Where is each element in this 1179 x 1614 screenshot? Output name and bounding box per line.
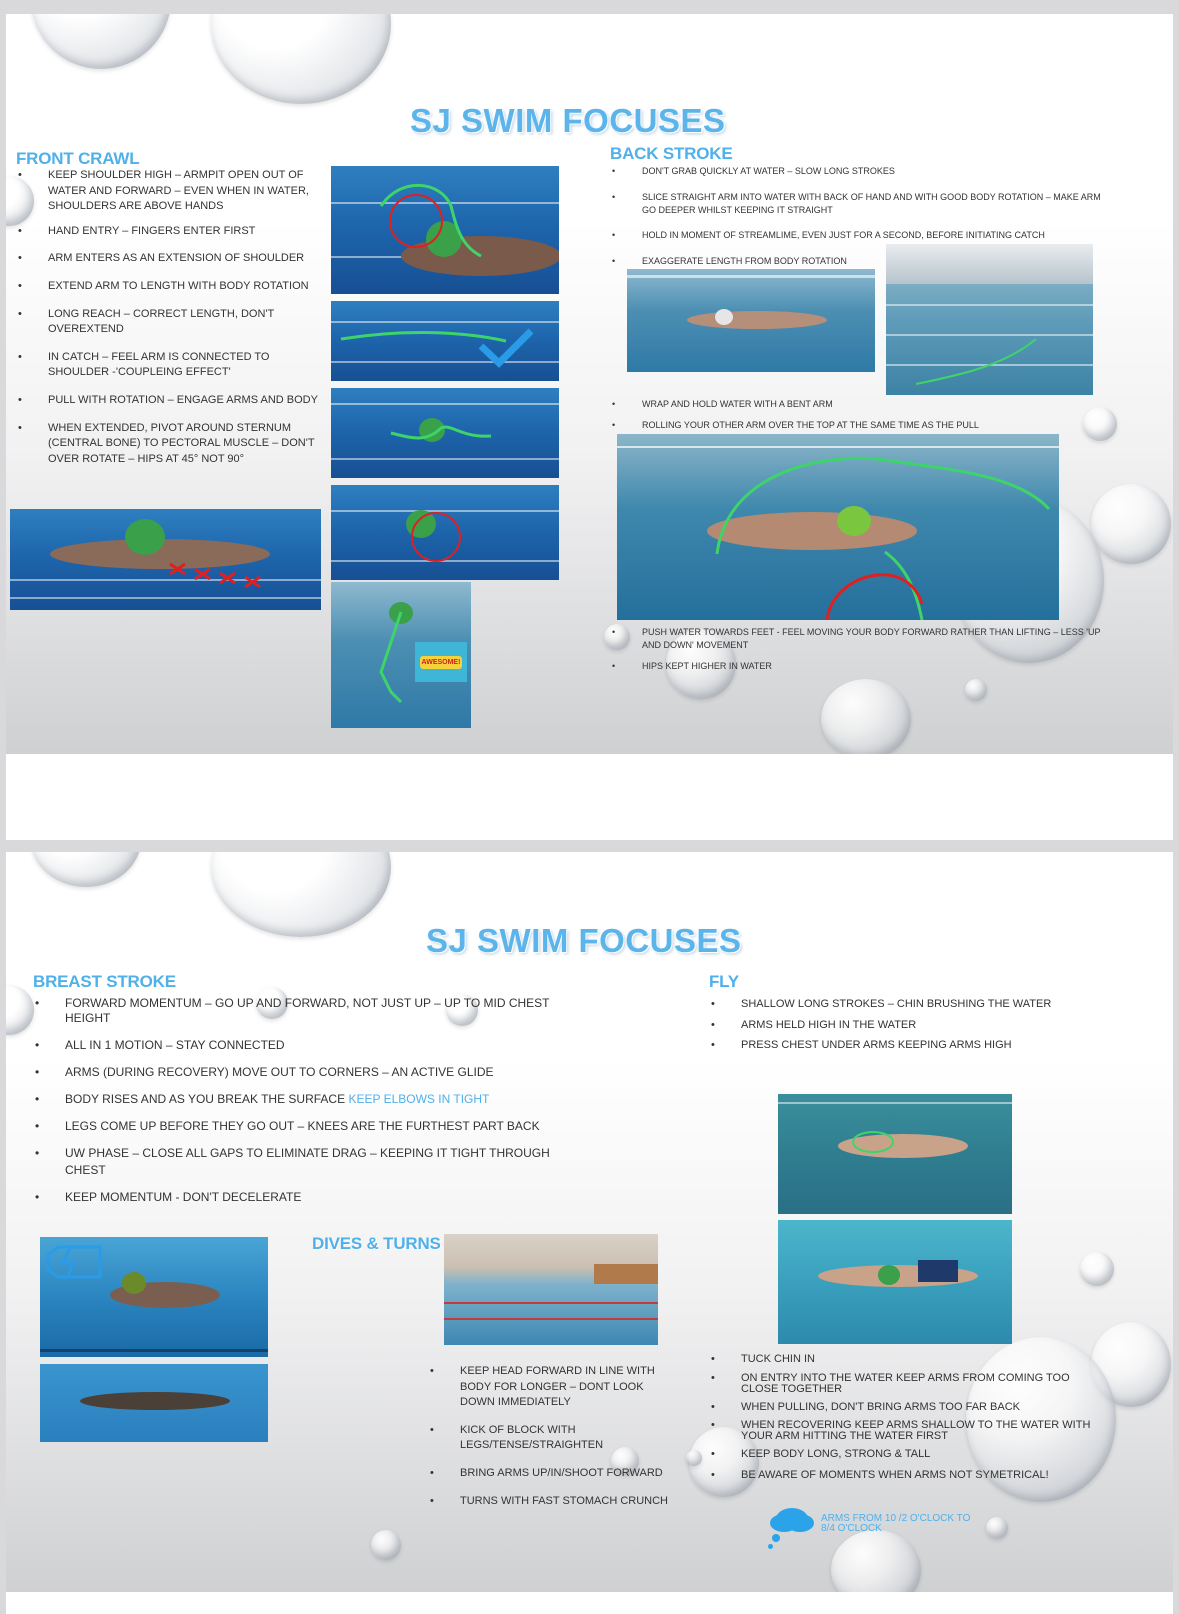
dives-turns-photo-block: [444, 1234, 658, 1345]
bubble-decoration: [371, 1530, 401, 1560]
list-item: • LEGS COME UP BEFORE THEY GO OUT – KNEES ARE THE FURTHEST PART BACK: [33, 1118, 593, 1135]
breast-stroke-heading: BREAST STROKE: [33, 972, 176, 991]
front-crawl-photo-awesome: [331, 582, 471, 728]
fly-photo-recovery: [778, 1094, 1012, 1214]
breast-stroke-list: [33, 996, 593, 1206]
front-crawl-list: [16, 168, 326, 468]
dives-turns-heading: DIVES & TURNS: [312, 1234, 441, 1253]
list-item: • KICK OF BLOCK WITH LEGS/TENSE/STRAIGHTEN: [428, 1423, 678, 1454]
page-bottom: [6, 1592, 1173, 1614]
list-item: • UW PHASE – CLOSE ALL GAPS TO ELIMINATE DRAG – KEEPING IT TIGHT THROUGH CHEST: [33, 1145, 593, 1179]
list-item: • DON'T GRAB QUICKLY AT WATER – SLOW LONG STROKES: [610, 165, 1105, 178]
slide-title: SJ SWIM FOCUSES: [426, 922, 742, 959]
thought-bubble: [768, 1508, 808, 1552]
back-stroke-list-mid: [610, 398, 1105, 432]
back-stroke-photo-rotation: [886, 244, 1093, 395]
bubble-decoration: [6, 985, 34, 1035]
list-item: • SHALLOW LONG STROKES – CHIN BRUSHING THE WATER: [709, 997, 1109, 1013]
list-item: • ARMS (DURING RECOVERY) MOVE OUT TO CORNERS – AN ACTIVE GLIDE: [33, 1064, 593, 1081]
bubble-decoration: [211, 14, 391, 104]
list-item: • WHEN RECOVERING KEEP ARMS SHALLOW TO THE WATER WITH YOUR ARM HITTING THE WATER FIRST: [709, 1420, 1109, 1442]
list-item: • SLICE STRAIGHT ARM INTO WATER WITH BACK OF HAND AND WITH GOOD BODY ROTATION – MAKE ARM GO DEEPER WHILST KEEPING IT STRAIGHT: [610, 191, 1105, 217]
list-item: • BE AWARE OF MOMENTS WHEN ARMS NOT SYMETRICAL!: [709, 1468, 1109, 1484]
dives-turns-list: [428, 1364, 678, 1509]
front-crawl-photo-pull: [331, 485, 559, 580]
bubble-decoration: [821, 679, 911, 754]
thought-text: ARMS FROM 10 /2 O'CLOCK TO 8/4 O'CLOCK: [821, 1513, 971, 1534]
list-item: • ALL IN 1 MOTION – STAY CONNECTED: [33, 1037, 593, 1054]
back-stroke-heading: BACK STROKE: [610, 144, 733, 163]
slide-breast-fly: [6, 852, 1173, 1592]
back-stroke-photo-streamline: [627, 269, 875, 372]
list-item-text: BODY RISES AND AS YOU BREAK THE SURFACE: [65, 1092, 346, 1107]
slide-front-back: [6, 14, 1173, 754]
list-item: • WHEN EXTENDED, PIVOT AROUND STERNUM (CENTRAL BONE) TO PECTORAL MUSCLE – DON'T OVER ROTATE – HIPS AT 45° NOT 90°: [16, 421, 326, 468]
list-item: • LONG REACH – CORRECT LENGTH, DON'T OVEREXTEND: [16, 307, 326, 338]
list-item: • ARM ENTERS AS AN EXTENSION OF SHOULDER: [16, 251, 326, 267]
list-item: • IN CATCH – FEEL ARM IS CONNECTED TO SHOULDER -'COUPLEING EFFECT': [16, 350, 326, 381]
bubble-decoration: [686, 1450, 702, 1466]
bubble-decoration: [1080, 1252, 1114, 1286]
front-crawl-heading: FRONT CRAWL: [16, 149, 140, 168]
bubble-decoration: [986, 1517, 1008, 1539]
thought-cloud-icon: [776, 1508, 808, 1530]
list-item: • ROLLING YOUR OTHER ARM OVER THE TOP AT THE SAME TIME AS THE PULL: [610, 419, 1105, 432]
list-item: • HIPS KEPT HIGHER IN WATER: [610, 660, 1105, 673]
list-item: • WRAP AND HOLD WATER WITH A BENT ARM: [610, 398, 1105, 411]
bubble-decoration: [831, 1530, 921, 1592]
list-item: • PRESS CHEST UNDER ARMS KEEPING ARMS HIGH: [709, 1038, 1109, 1054]
list-item: • HOLD IN MOMENT OF STREAMLIME, EVEN JUST FOR A SECOND, BEFORE INITIATING CATCH: [610, 229, 1105, 242]
page-gap: [6, 754, 1173, 840]
list-item: • EXAGGERATE LENGTH FROM BODY ROTATION: [610, 255, 882, 268]
bubble-decoration: [31, 14, 171, 69]
awesome-sticker: [415, 642, 467, 682]
highlight-text: KEEP ELBOWS IN TIGHT: [348, 1092, 490, 1107]
front-crawl-photo-rotation: [10, 509, 321, 610]
sticker-text: AWESOME!: [420, 656, 463, 669]
list-item: • ARMS HELD HIGH IN THE WATER: [709, 1018, 1109, 1034]
back-stroke-photo-arm-arc: [617, 434, 1059, 620]
bubble-decoration: [965, 679, 987, 701]
fly-list-bottom: [709, 1352, 1109, 1483]
list-item: • KEEP HEAD FORWARD IN LINE WITH BODY FOR LONGER – DONT LOOK DOWN IMMEDIATELY: [428, 1364, 678, 1411]
list-item: • PULL WITH ROTATION – ENGAGE ARMS AND BODY: [16, 393, 326, 409]
list-item: • TURNS WITH FAST STOMACH CRUNCH: [428, 1494, 678, 1510]
breast-stroke-photo-underwater: [40, 1364, 268, 1442]
fly-photo-entry: [778, 1220, 1012, 1344]
list-item: • BRING ARMS UP/IN/SHOOT FORWARD: [428, 1466, 678, 1482]
list-item: • FORWARD MOMENTUM – GO UP AND FORWARD, NOT JUST UP – UP TO MID CHEST HEIGHT: [33, 996, 565, 1026]
list-item: • WHEN PULLING, DON'T BRING ARMS TOO FAR BACK: [709, 1400, 1109, 1416]
back-stroke-list-bottom: [610, 626, 1105, 672]
fly-heading: FLY: [709, 972, 739, 991]
list-item: • HAND ENTRY – FINGERS ENTER FIRST: [16, 224, 326, 240]
list-item: • TUCK CHIN IN: [709, 1352, 1109, 1368]
front-crawl-photo-catch: [331, 388, 559, 478]
front-crawl-photo-extension: [331, 301, 559, 381]
list-item: • KEEP BODY LONG, STRONG & TALL: [709, 1447, 1109, 1463]
front-crawl-photo-entry: [331, 166, 559, 294]
list-item: • KEEP SHOULDER HIGH – ARMPIT OPEN OUT OF WATER AND FORWARD – EVEN WHEN IN WATER, SHOULDERS ARE ABOVE HANDS: [16, 168, 326, 215]
list-item: [33, 1091, 593, 1108]
bubble-decoration: [211, 852, 391, 937]
slide-title: SJ SWIM FOCUSES: [410, 102, 726, 139]
list-item: • ON ENTRY INTO THE WATER KEEP ARMS FROM COMING TOO CLOSE TOGETHER: [709, 1373, 1109, 1395]
bubble-decoration: [31, 852, 141, 887]
list-item: • EXTEND ARM TO LENGTH WITH BODY ROTATION: [16, 279, 326, 295]
fly-list-top: [709, 997, 1109, 1054]
list-item: • KEEP MOMENTUM - DON'T DECELERATE: [33, 1189, 593, 1206]
bubble-decoration: [1091, 484, 1171, 564]
breast-stroke-photo-surface: [40, 1237, 268, 1357]
list-item: • PUSH WATER TOWARDS FEET - FEEL MOVING YOUR BODY FORWARD RATHER THAN LIFTING – LESS 'UP AND DOWN' MOVEMENT: [610, 626, 1105, 652]
